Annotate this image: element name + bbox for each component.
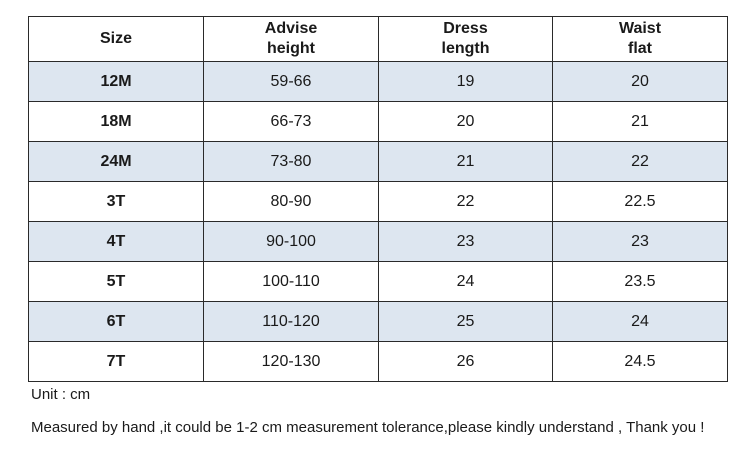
size-cell: 5T [29,262,204,302]
header-dress-length-line-1: Dress [443,20,488,37]
table-row [29,142,728,182]
size-chart-table [28,16,728,382]
height-cell: 90-100 [204,222,379,262]
header-dress-length [379,17,553,62]
length-cell: 26 [379,342,553,382]
length-cell: 23 [379,222,553,262]
waist-cell: 23 [553,222,728,262]
header-waist-flat [553,17,728,62]
height-cell: 110-120 [204,302,379,342]
size-cell: 7T [29,342,204,382]
height-cell: 100-110 [204,262,379,302]
height-cell: 59-66 [204,62,379,102]
table-row [29,102,728,142]
table-row [29,62,728,102]
waist-cell: 23.5 [553,262,728,302]
size-cell: 24M [29,142,204,182]
waist-cell: 21 [553,102,728,142]
table-header-row [29,17,728,62]
header-advise-height-line-1: Advise [264,20,318,37]
size-cell: 3T [29,182,204,222]
waist-cell: 22 [553,142,728,182]
header-size [29,17,204,62]
header-advise-height-line-2: height [267,40,315,57]
height-cell: 120-130 [204,342,379,382]
size-cell: 6T [29,302,204,342]
height-cell: 80-90 [204,182,379,222]
length-cell: 20 [379,102,553,142]
length-cell: 25 [379,302,553,342]
length-cell: 19 [379,62,553,102]
unit-note: Unit : cm [31,386,91,403]
height-cell: 66-73 [204,102,379,142]
table-row [29,182,728,222]
size-cell: 18M [29,102,204,142]
size-cell: 12M [29,62,204,102]
header-advise-height [204,17,379,62]
header-dress-length-line-2: length [441,40,490,57]
waist-cell: 22.5 [553,182,728,222]
size-cell: 4T [29,222,204,262]
header-waist-flat-line-1: Waist [618,20,662,37]
waist-cell: 20 [553,62,728,102]
header-size-line-1: Size [99,30,132,47]
length-cell: 22 [379,182,553,222]
table-row [29,342,728,382]
length-cell: 21 [379,142,553,182]
waist-cell: 24 [553,302,728,342]
table-row [29,262,728,302]
height-cell: 73-80 [204,142,379,182]
table-row [29,302,728,342]
tolerance-note: Measured by hand ,it could be 1-2 cm measurement tolerance,please kindly understand , Thank you ! [31,419,705,436]
table-row [29,222,728,262]
length-cell: 24 [379,262,553,302]
header-waist-flat-line-2: flat [628,40,652,57]
waist-cell: 24.5 [553,342,728,382]
